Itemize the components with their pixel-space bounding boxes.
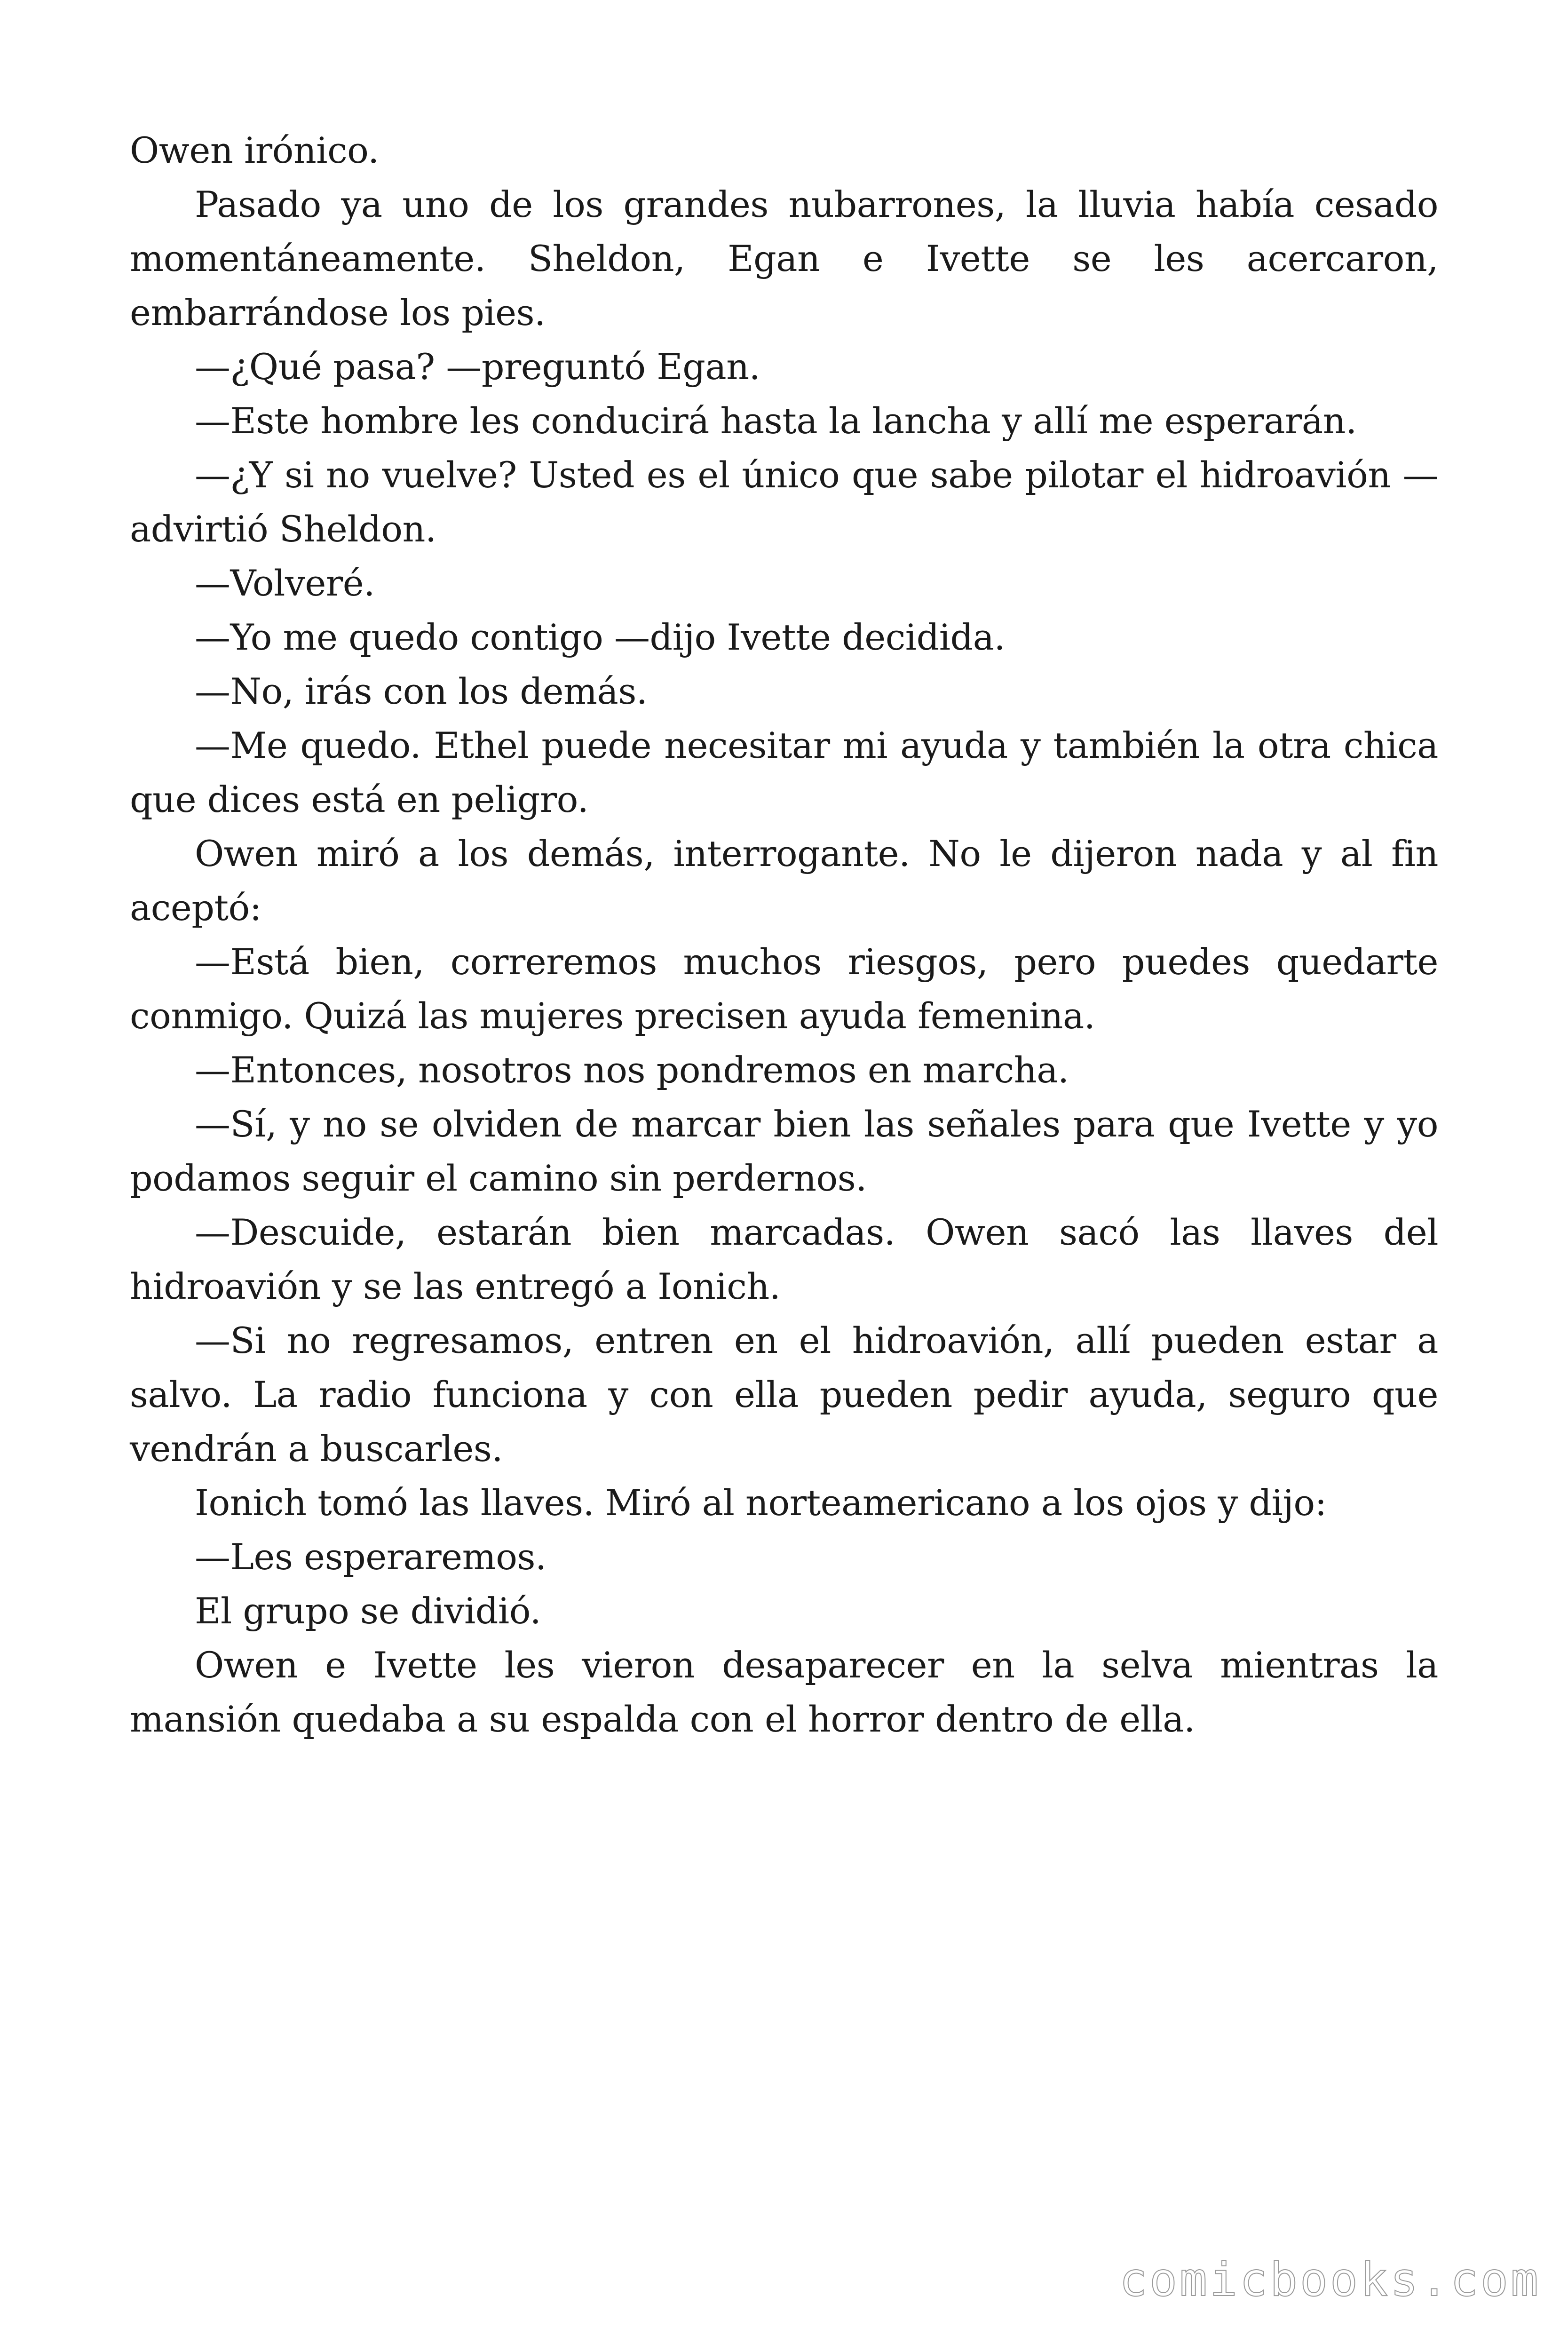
body-text bbox=[130, 123, 1438, 1746]
paragraph: —No, irás con los demás. bbox=[195, 670, 648, 712]
paragraph: —Si no regresamos, entren en el hidroavión, allí pueden estar a salvo. La radio funciona y con ella pueden pedir ayuda, seguro que vendrán a buscarles. bbox=[130, 1319, 1438, 1470]
site-watermark: comicbooks.com bbox=[1119, 2253, 1541, 2307]
paragraph: —Les esperaremos. bbox=[195, 1536, 546, 1578]
paragraph: —Yo me quedo contigo —dijo Ivette decidida. bbox=[195, 616, 1006, 658]
paragraph: —Volveré. bbox=[195, 562, 375, 604]
paragraph: —Descuide, estarán bien marcadas. Owen sacó las llaves del hidroavión y se las entregó a Ionich. bbox=[130, 1211, 1438, 1307]
paragraph: Owen irónico. bbox=[130, 129, 379, 171]
paragraph: —¿Y si no vuelve? Usted es el único que sabe pilotar el hidroavión —advirtió Sheldon. bbox=[130, 454, 1438, 550]
paragraph: —¿Qué pasa? —preguntó Egan. bbox=[195, 346, 760, 388]
paragraph: Owen miró a los demás, interrogante. No le dijeron nada y al fin aceptó: bbox=[130, 833, 1438, 929]
paragraph: —Entonces, nosotros nos pondremos en marcha. bbox=[195, 1049, 1069, 1091]
paragraph: —Está bien, correremos muchos riesgos, pero puedes quedarte conmigo. Quizá las mujeres precisen ayuda femenina. bbox=[130, 941, 1438, 1037]
paragraph: Pasado ya uno de los grandes nubarrones, la lluvia había cesado momentáneamente. Sheldon, Egan e Ivette se les acercaron, embarrándose los pies. bbox=[130, 183, 1438, 334]
paragraph: —Sí, y no se olviden de marcar bien las señales para que Ivette y yo podamos seguir el camino sin perdernos. bbox=[130, 1103, 1438, 1199]
paragraph: —Este hombre les conducirá hasta la lancha y allí me esperarán. bbox=[195, 400, 1357, 442]
paragraph: El grupo se dividió. bbox=[195, 1590, 541, 1632]
paragraph: Owen e Ivette les vieron desaparecer en la selva mientras la mansión quedaba a su espalda con el horror dentro de ella. bbox=[130, 1644, 1438, 1740]
paragraph: Ionich tomó las llaves. Miró al norteamericano a los ojos y dijo: bbox=[195, 1482, 1327, 1524]
paragraph: —Me quedo. Ethel puede necesitar mi ayuda y también la otra chica que dices está en peligro. bbox=[130, 724, 1438, 820]
